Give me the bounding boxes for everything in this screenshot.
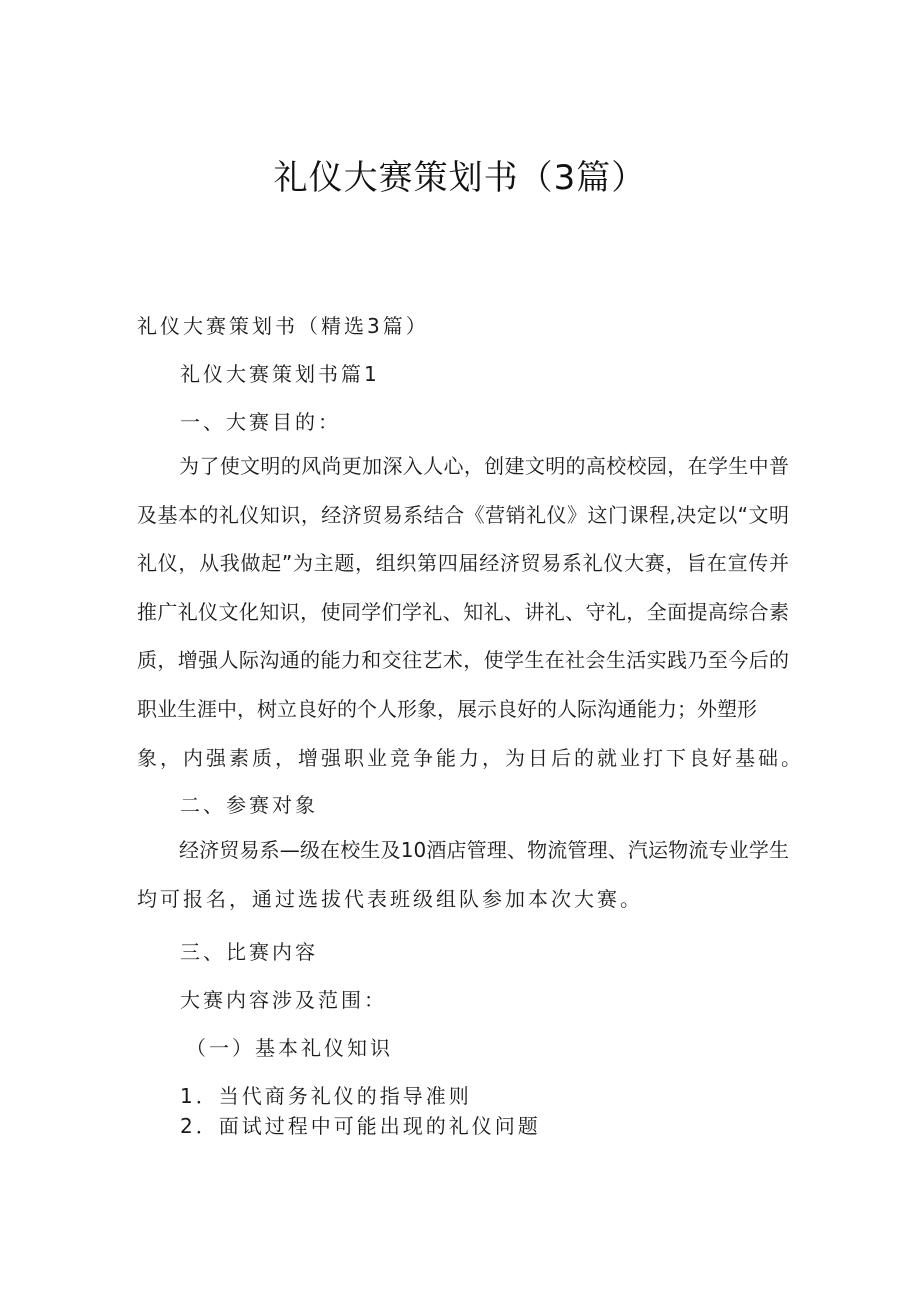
paragraph-line: 职业生涯中，树立良好的个人形象，展示良好的人际沟通能力；外塑形 — [137, 696, 757, 721]
paragraph-line: 礼仪，从我做起”为主题，组织第四届经济贸易系礼仪大赛，旨在宣传并 — [137, 551, 789, 576]
paragraph-line: 均可报名，通过选拔代表班级组队参加本次大赛。 — [137, 886, 643, 911]
list-item: 1．当代商务礼仪的指导准则 — [180, 1084, 472, 1108]
paragraph-line: 象，内强素质，增强职业竞争能力，为日后的就业打下良好基础。 — [137, 745, 804, 770]
heading-content: 三、比赛内容 — [180, 940, 318, 964]
sub-heading-basic-etiquette: （一）基本礼仪知识 — [186, 1036, 393, 1060]
heading-participants: 二、参赛对象 — [180, 793, 318, 817]
paragraph-line: 经济贸易系—级在校生及10酒店管理、物流管理、汽运物流专业学生 — [179, 838, 789, 862]
paragraph-line: 推广礼仪文化知识，使同学们学礼、知礼、讲礼、守礼，全面提高综合素 — [137, 599, 789, 624]
document-title: 礼仪大赛策划书（3篇） — [273, 158, 647, 198]
heading-purpose: 一、大赛目的： — [180, 410, 341, 434]
paragraph-line: 质，增强人际沟通的能力和交往艺术，使学生在社会生活实践乃至今后的 — [137, 648, 789, 673]
list-item: 2．面试过程中可能出现的礼仪问题 — [180, 1114, 541, 1138]
paragraph-line: 为了使文明的风尚更加深入人心，创建文明的高校校园，在学生中普 — [179, 454, 789, 478]
document-subtitle: 礼仪大赛策划书（精选3篇） — [137, 314, 429, 338]
paragraph-line: 及基本的礼仪知识，经济贸易系结合《营销礼仪》这门课程,决定以“文明 — [137, 502, 789, 527]
purpose-paragraph — [137, 442, 804, 782]
participants-paragraph — [137, 826, 789, 923]
section-heading: 礼仪大赛策划书篇1 — [180, 362, 380, 386]
content-scope: 大赛内容涉及范围： — [180, 988, 387, 1012]
